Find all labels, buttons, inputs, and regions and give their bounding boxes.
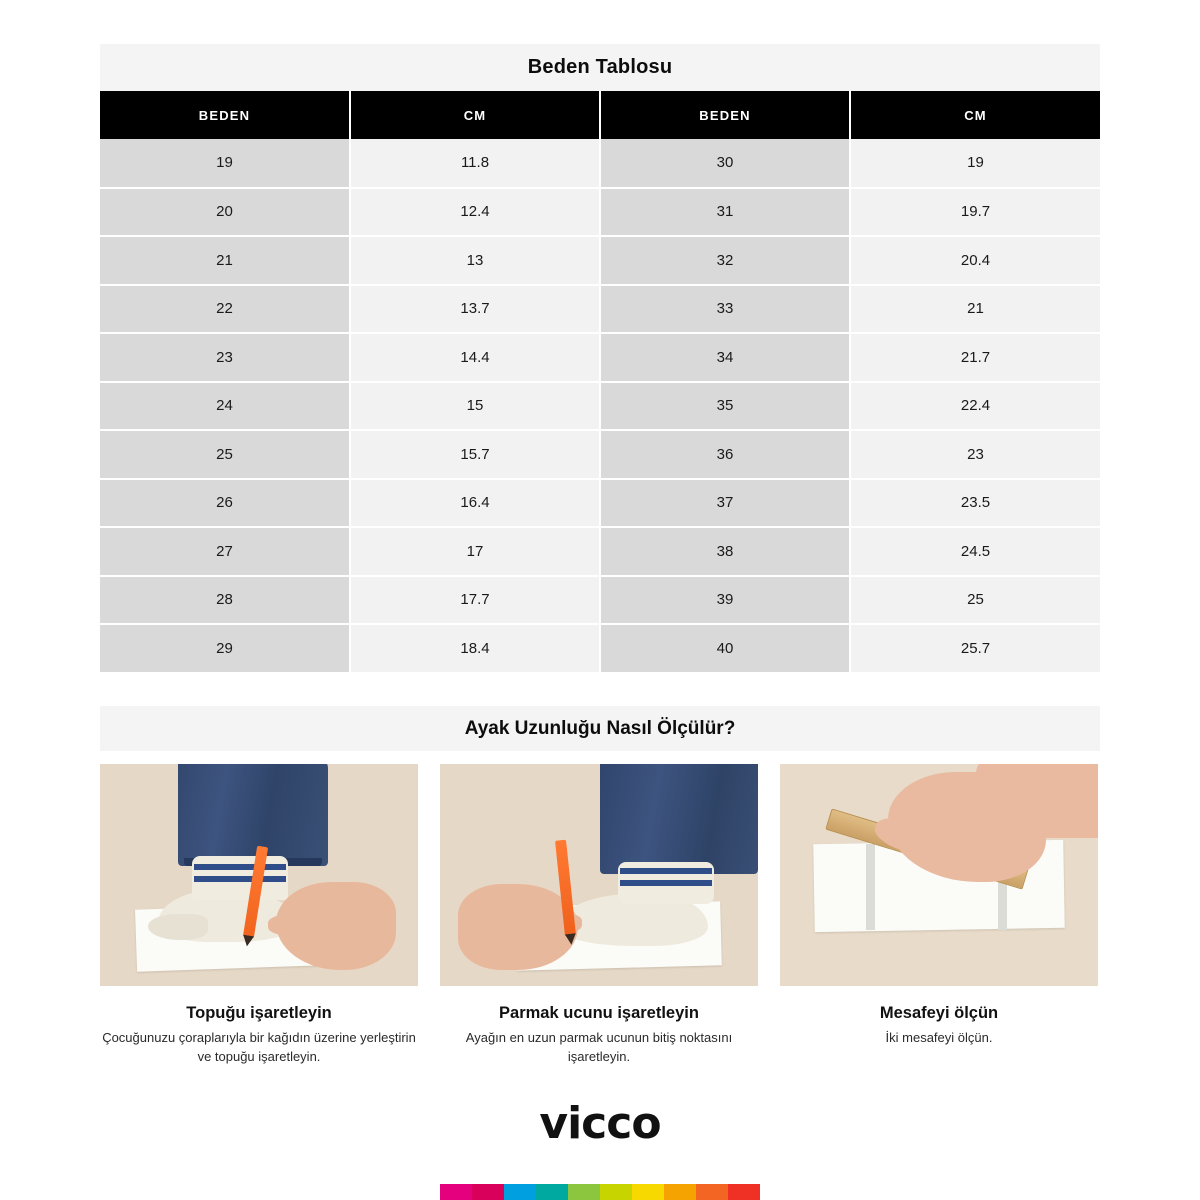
column-header-cm-1: CM: [350, 91, 600, 139]
table-cell: 30: [600, 139, 850, 188]
size-table-title: Beden Tablosu: [100, 44, 1100, 91]
table-cell: 17.7: [350, 576, 600, 625]
table-cell: 13: [350, 236, 600, 285]
table-cell: 21: [850, 285, 1100, 334]
table-cell: 32: [600, 236, 850, 285]
table-cell: 27: [100, 527, 350, 576]
table-cell: 23.5: [850, 479, 1100, 528]
measure-step-2: [440, 764, 758, 1067]
sock-stripe-lower: [620, 880, 712, 886]
table-row: [100, 236, 1100, 285]
table-cell: 33: [600, 285, 850, 334]
table-cell: 29: [100, 624, 350, 673]
table-cell: 24: [100, 382, 350, 431]
color-stripe: [504, 1184, 536, 1200]
table-header-row: [100, 91, 1100, 139]
table-row: [100, 333, 1100, 382]
table-cell: 34: [600, 333, 850, 382]
color-stripe: [472, 1184, 504, 1200]
table-row: [100, 285, 1100, 334]
table-row: [100, 624, 1100, 673]
table-cell: 13.7: [350, 285, 600, 334]
table-cell: 36: [600, 430, 850, 479]
table-cell: 40: [600, 624, 850, 673]
column-header-cm-2: CM: [850, 91, 1100, 139]
color-stripe: [600, 1184, 632, 1200]
jeans-leg: [178, 764, 328, 866]
color-stripe: [696, 1184, 728, 1200]
photo-mark-toe: [440, 764, 758, 986]
table-cell: 20.4: [850, 236, 1100, 285]
table-cell: 15.7: [350, 430, 600, 479]
table-cell: 26: [100, 479, 350, 528]
table-row: [100, 382, 1100, 431]
measure-step-1: [100, 764, 418, 1067]
jeans-leg: [600, 764, 758, 874]
size-table: [100, 91, 1100, 674]
measure-steps: [100, 764, 1100, 1067]
table-cell: 25: [850, 576, 1100, 625]
sock-stripe-upper: [194, 864, 286, 870]
step-heading: Parmak ucunu işaretleyin: [499, 1004, 699, 1022]
table-cell: 17: [350, 527, 600, 576]
step-description: İki mesafeyi ölçün.: [885, 1030, 993, 1045]
how-to-measure-title: Ayak Uzunluğu Nasıl Ölçülür?: [100, 706, 1100, 751]
table-cell: 39: [600, 576, 850, 625]
step-description: Çocuğunuzu çoraplarıyla bir kağıdın üzerine yerleştirin ve topuğu işaretleyin.: [102, 1030, 416, 1064]
color-stripe: [568, 1184, 600, 1200]
table-cell: 14.4: [350, 333, 600, 382]
column-header-beden-2: BEDEN: [600, 91, 850, 139]
table-cell: 31: [600, 188, 850, 237]
size-table-block: [100, 44, 1100, 674]
hand-finger: [268, 914, 326, 936]
step-heading: Topuğu işaretleyin: [186, 1004, 332, 1022]
photo-mark-heel: [100, 764, 418, 986]
table-cell: 25: [100, 430, 350, 479]
table-cell: 16.4: [350, 479, 600, 528]
color-stripe: [664, 1184, 696, 1200]
table-cell: 35: [600, 382, 850, 431]
table-cell: 22: [100, 285, 350, 334]
column-header-beden-1: BEDEN: [100, 91, 350, 139]
table-cell: 15: [350, 382, 600, 431]
table-row: [100, 430, 1100, 479]
color-stripe: [536, 1184, 568, 1200]
photo-measure-distance: [780, 764, 1098, 986]
table-cell: 23: [100, 333, 350, 382]
table-cell: 19.7: [850, 188, 1100, 237]
color-stripe: [728, 1184, 760, 1200]
table-row: [100, 576, 1100, 625]
table-cell: 11.8: [350, 139, 600, 188]
size-table-body: [100, 139, 1100, 673]
table-cell: 38: [600, 527, 850, 576]
sock-stripe-upper: [620, 868, 712, 874]
table-row: [100, 479, 1100, 528]
table-cell: 21.7: [850, 333, 1100, 382]
table-cell: 21: [100, 236, 350, 285]
brand-logo: vicco: [539, 1098, 661, 1149]
table-cell: 25.7: [850, 624, 1100, 673]
measure-step-3: [780, 764, 1098, 1067]
sock-stripe-lower: [194, 876, 286, 882]
color-stripe: [632, 1184, 664, 1200]
table-cell: 19: [850, 139, 1100, 188]
table-row: [100, 188, 1100, 237]
heel-mark: [866, 844, 875, 930]
foot-toe: [148, 914, 208, 940]
table-cell: 24.5: [850, 527, 1100, 576]
table-cell: 20: [100, 188, 350, 237]
how-to-measure-block: [100, 706, 1100, 1067]
table-cell: 28: [100, 576, 350, 625]
table-row: [100, 527, 1100, 576]
step-heading: Mesafeyi ölçün: [879, 1004, 999, 1022]
brand-color-stripes: [440, 1184, 760, 1200]
table-row: [100, 139, 1100, 188]
color-stripe: [440, 1184, 472, 1200]
table-cell: 19: [100, 139, 350, 188]
table-cell: 18.4: [350, 624, 600, 673]
footer: [0, 1082, 1200, 1200]
table-cell: 12.4: [350, 188, 600, 237]
table-cell: 23: [850, 430, 1100, 479]
step-description: Ayağın en uzun parmak ucunun bitiş noktasını işaretleyin.: [465, 1030, 733, 1064]
table-cell: 22.4: [850, 382, 1100, 431]
table-cell: 37: [600, 479, 850, 528]
